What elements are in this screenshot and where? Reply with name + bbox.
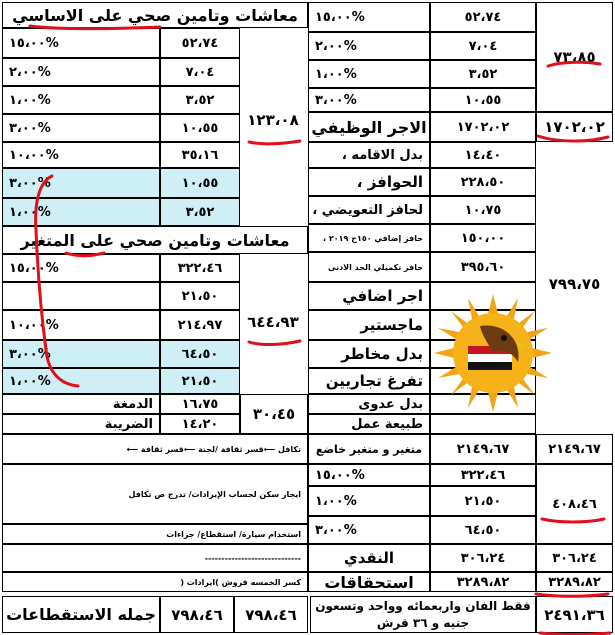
basic-value-4: ١٠،٥٥ — [160, 114, 240, 142]
allowance-value-5: ٣٩٥،٦٠ — [430, 252, 536, 282]
allowance-value-4: ١٥٠،٠٠ — [430, 224, 536, 252]
eagle-emblem — [430, 290, 555, 415]
basic-highlight-rate-2: %١،٠٠ — [2, 198, 160, 226]
tax-value: ١٤،٢٠ — [160, 414, 240, 434]
entitlements-total: ٣٢٨٩،٨٢ — [536, 572, 613, 592]
allowance-label-1: بدل الاقامه ، — [308, 142, 430, 168]
total-deductions-value-2: ٧٩٨،٤٦ — [234, 596, 308, 633]
basic-salary-value: ١٧٠٢،٠٢ — [430, 112, 536, 142]
subject-total-label: متغير و متغير خاضع — [308, 434, 430, 464]
allowance-value-3: ١٠،٧٥ — [430, 196, 536, 224]
basic-value-2: ٧،٠٤ — [160, 58, 240, 86]
basic-value-1: ٥٢،٧٤ — [160, 28, 240, 58]
variable-highlight-rate-2: %١،٠٠ — [2, 368, 160, 394]
variable-rate-3: %١٠،٠٠ — [2, 310, 160, 340]
allowance-label-10: بدل عدوى — [308, 394, 430, 414]
allowance-label-7: ماجستير — [308, 310, 430, 340]
basic-insurance-title: معاشات وتامين صحي على الاساسي — [2, 2, 308, 28]
variable-value-1: ٣٢٢،٤٦ — [160, 254, 240, 282]
entitlements-value: ٣٢٨٩،٨٢ — [430, 572, 536, 592]
basic-value-3: ٣،٥٢ — [160, 86, 240, 114]
deduction-note-rounding: كسر الخمسه قروش )ايرادات ( — [2, 572, 308, 592]
variable-rate-2 — [2, 282, 160, 310]
top-group-total: ٧٣،٨٥ — [536, 2, 613, 112]
allowance-value-11 — [430, 414, 536, 434]
bottom-group-total: ٤٠٨،٤٦ — [536, 464, 613, 544]
allowance-label-2: الحوافز ، — [308, 168, 430, 196]
basic-rate-5: %١٠،٠٠ — [2, 142, 160, 168]
deduction-note-dashes: ----------------------------- — [2, 544, 308, 572]
allowance-label-4: حافز إضافي ١٥٠ح ٢٠١٩ ، — [308, 224, 430, 252]
subject-total-value: ٢١٤٩،٦٧ — [430, 434, 536, 464]
eagle-sun-icon — [432, 292, 554, 414]
basic-rate-4: %٣،٠٠ — [2, 114, 160, 142]
net-amount-in-words: فقط الفان واربعمائه وواحد وتسعون جنيه و ٣٦ قرش — [310, 596, 536, 633]
cash-label: النقدي — [308, 544, 430, 572]
total-deductions-label: جمله الاستقطاعات — [2, 596, 160, 633]
basic-salary-total: ١٧٠٢،٠٢ — [536, 112, 613, 142]
allowances-total: ٧٩٩،٧٥ — [548, 275, 601, 293]
basic-value-5: ٣٥،١٦ — [160, 142, 240, 168]
right-value-1: ٥٢،٧٤ — [430, 2, 536, 32]
entitlements-label: استحقاقات — [308, 572, 430, 592]
variable-rate-1: %١٥،٠٠ — [2, 254, 160, 282]
allowance-value-1: ١٤،٤٠ — [430, 142, 536, 168]
right-value-2: ٧،٠٤ — [430, 32, 536, 60]
underline-variable-total — [249, 341, 300, 345]
variable-highlight-rate-1: %٣،٠٠ — [2, 340, 160, 368]
deduction-note-housing: ايجار سكن لحساب الإيرادات/ تدرج ص تكافل — [2, 464, 308, 524]
stamp-duty-label: الدمغة — [2, 394, 160, 414]
basic-rate-2: %٢،٠٠ — [2, 58, 160, 86]
tax-label: الضريبة — [2, 414, 160, 434]
allowance-label-6: اجر اضافي — [308, 282, 430, 310]
variable-value-3: ٢١٤،٩٧ — [160, 310, 240, 340]
bottom-value-1: ٣٢٢،٤٦ — [430, 464, 536, 486]
underline-basic-total — [249, 141, 300, 144]
deduction-note-vehicle: استخدام سيارة/ استقطاع/ جزاءات — [2, 524, 308, 544]
right-rate-2: %٢،٠٠ — [308, 32, 430, 60]
variable-highlight-value-1: ٦٤،٥٠ — [160, 340, 240, 368]
stamp-tax-total: ٣٠،٤٥ — [240, 394, 308, 434]
variable-insurance-title: معاشات وتامين صحي على المتغير — [2, 226, 308, 254]
basic-highlight-value-2: ٣،٥٢ — [160, 198, 240, 226]
right-rate-1: %١٥،٠٠ — [308, 2, 430, 32]
allowance-label-9: تفرغ تجاريين — [308, 368, 430, 394]
variable-highlight-value-2: ٢١،٥٠ — [160, 368, 240, 394]
underline-net-total — [540, 633, 610, 635]
cash-total: ٣٠٦،٢٤ — [536, 544, 613, 572]
cash-value: ٣٠٦،٢٤ — [430, 544, 536, 572]
stamp-duty-value: ١٦،٧٥ — [160, 394, 240, 414]
basic-rate-3: %١،٠٠ — [2, 86, 160, 114]
subject-total-total: ٢١٤٩،٦٧ — [536, 434, 613, 464]
allowance-label-8: بدل مخاطر — [308, 340, 430, 368]
bottom-value-2: ٢١،٥٠ — [430, 486, 536, 516]
bottom-rate-1: %١٥،٠٠ — [308, 464, 430, 486]
basic-insurance-total: ١٢٣،٠٨ — [247, 111, 299, 129]
net-total: ٢٤٩١،٣٦ — [536, 596, 613, 633]
allowance-value-2: ٢٢٨،٥٠ — [430, 168, 536, 196]
total-deductions-value-1: ٧٩٨،٤٦ — [160, 596, 234, 633]
right-rate-3: %١،٠٠ — [308, 60, 430, 88]
deduction-note-culture: تكافل ⟵قسر ثقافة /لجنة ⟵قسر ثقافة ⟵ — [2, 434, 308, 464]
allowance-label-5: حافز تكميلي الحد الادنى — [308, 252, 430, 282]
variable-insurance-total: ٦٤٤،٩٣ — [247, 313, 299, 331]
bottom-rate-3: %٣،٠٠ — [308, 516, 430, 544]
right-rate-4: %٣،٠٠ — [308, 88, 430, 112]
basic-rate-1: %١٥،٠٠ — [2, 28, 160, 58]
allowance-label-11: طبيعة عمل — [308, 414, 430, 434]
right-value-4: ١٠،٥٥ — [430, 88, 536, 112]
bottom-rate-2: %١،٠٠ — [308, 486, 430, 516]
allowance-label-3: لحافز التعويضي ، — [308, 196, 430, 224]
basic-highlight-value-1: ١٠،٥٥ — [160, 168, 240, 198]
variable-value-2: ٢١،٥٠ — [160, 282, 240, 310]
right-value-3: ٣،٥٢ — [430, 60, 536, 88]
bottom-value-3: ٦٤،٥٠ — [430, 516, 536, 544]
basic-highlight-rate-1: %٣،٠٠ — [2, 168, 160, 198]
basic-salary-label: الاجر الوظيفي — [308, 112, 430, 142]
